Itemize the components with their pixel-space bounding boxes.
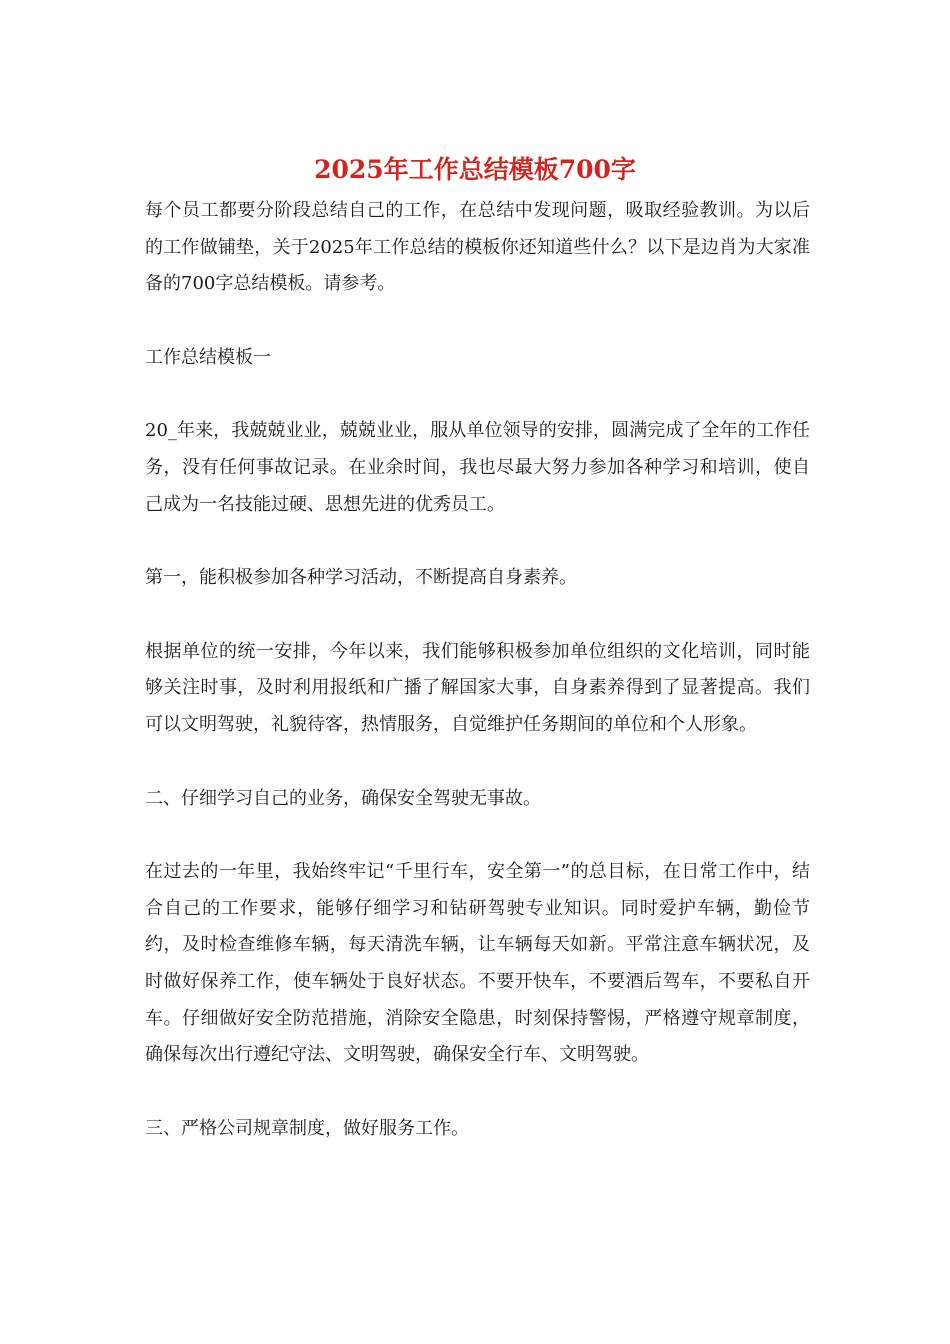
body-paragraph: 在过去的一年里，我始终牢记“千里行车，安全第一”的总目标，在日常工作中，结合自己的工作要求，能够仔细学习和钻研驾驶专业知识。同时爱护车辆，勤俭节约，及时检查维修车辆，每天清洗车辆，让车辆每天如新。平常注意车辆状况，及时做好保养工作，使车辆处于良好状态。不要开快车，不要酒后驾车，不要私自开车。仔细做好安全防范措施，消除安全隐患，时刻保持警惕，严格遵守规章制度，确保每次出行遵纪守法、文明驾驶，确保安全行车、文明驾驶。 <box>145 861 810 1066</box>
document-body <box>145 193 810 1184</box>
intro-paragraph: 每个员工都要分阶段总结自己的工作，在总结中发现问题，吸取经验教训。为以后的工作做铺垫，关于2025年工作总结的模板你还知道些什么？以下是边肖为大家准备的700字总结模板。请参考。 <box>145 200 810 295</box>
body-paragraph: 根据单位的统一安排，今年以来，我们能够积极参加单位组织的文化培训，同时能够关注时事，及时利用报纸和广播了解国家大事，自身素养得到了显著提高。我们可以文明驾驶，礼貌待客，热情服务，自觉维护任务期间的单位和个人形象。 <box>145 640 810 735</box>
point-heading: 二、仔细学习自己的业务，确保安全驾驶无事故。 <box>145 787 541 809</box>
body-paragraph: 20_年来，我兢兢业业，兢兢业业，服从单位领导的安排，圆满完成了全年的工作任务，没有任何事故记录。在业余时间，我也尽最大努力参加各种学习和培训，使自己成为一名技能过硬、思想先进的优秀员工。 <box>145 420 810 515</box>
point-heading: 第一，能积极参加各种学习活动，不断提高自身素养。 <box>145 567 577 589</box>
section-heading: 工作总结模板一 <box>145 346 271 368</box>
document-title: 2025年工作总结模板700字 <box>314 155 636 184</box>
point-heading: 三、严格公司规章制度，做好服务工作。 <box>145 1117 469 1139</box>
